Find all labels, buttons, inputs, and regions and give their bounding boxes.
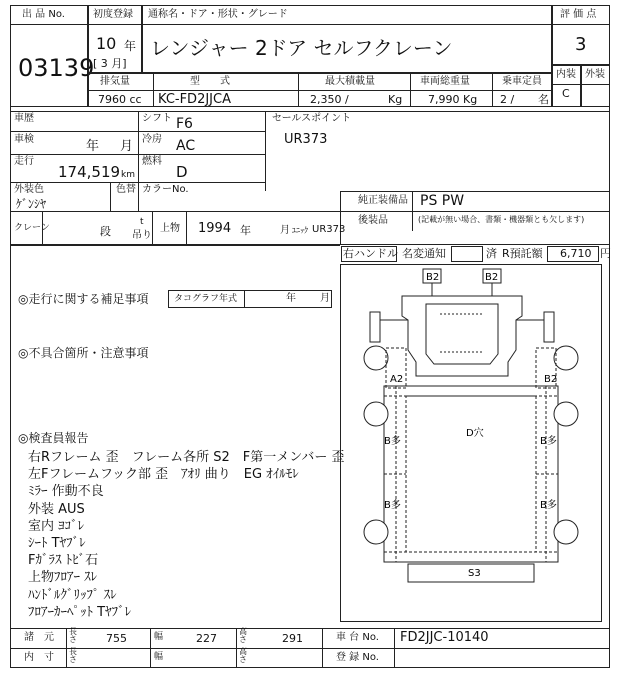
width-value: 227 [196,632,217,645]
inspection-month-unit: 月 [120,139,134,154]
mileage-value: 174,519 [58,163,121,181]
tachograph-label: タコグラフ年式 [174,294,238,304]
color-value: ｹﾞﾝｼﾔ [16,197,47,211]
ac-value: AC [176,138,196,154]
gross-weight-value: 7,990 Kg [428,93,478,106]
equipment-label: 純正装備品 [358,195,408,206]
recycle-amount: 6,710 [560,247,592,260]
name-change-label: 名変通知 [402,247,446,260]
reg-year: 10 [96,34,117,53]
capacity-unit: 名 [538,93,549,106]
color-label: 外装色 [14,184,44,195]
equipment-value: PS PW [420,193,465,209]
damage-s3-rear: S3 [468,568,481,579]
mileage-label: 走行 [14,156,34,167]
report-line: ﾐﾗｰ 作動不良 [28,484,104,500]
inspection-label: 車検 [14,134,34,145]
name-change-suffix: 済 [486,247,497,260]
retrofit-label: 後装品 [358,215,388,226]
lot-no-value: 03139 [18,54,95,82]
type-label: 型 式 [190,76,230,87]
lot-no-label: 出 品 No. [22,9,65,20]
interior-grade: C [562,87,570,100]
shift-value: F6 [176,116,193,132]
damage-b-left-1: B多 [384,436,401,447]
color-code-label: カラーNo. [142,184,189,195]
first-reg-label: 初度登録 [93,9,133,20]
interior-height-label: 高さ [239,647,247,664]
report-line: Fｶﾞﾗｽ ﾄﾋﾞ石 [28,553,99,569]
color-change-label: 色替 [116,184,136,195]
height-value: 291 [282,632,303,645]
body-unit-label: ﾕﾆｯｸ [292,226,308,235]
recycle-unit: 円 [600,247,611,260]
length-value: 755 [106,632,127,645]
chassis-value: FD2JJC-10140 [400,630,489,645]
rhd-label: 右ハンドル [343,247,398,260]
wheel-mid-left [364,402,388,426]
reg-month: [ 3 月] [93,57,127,70]
damage-b2-front-left: B2 [426,272,440,283]
report-line: 室内 ﾖｺﾞﾚ [28,518,85,534]
height-label: 高さ [239,627,247,644]
wheel-rear-right [554,520,578,544]
ac-label: 冷房 [142,134,162,145]
length-label: 長さ [69,627,77,644]
crane-ton: t [140,217,144,227]
damage-d-center: D穴 [466,428,484,439]
reg-year-unit: 年 [124,39,137,53]
inspector-report-heading: ◎検査員報告 [18,431,89,445]
body-label: 上物 [160,223,180,234]
wheel-mid-right [554,402,578,426]
shift-label: シフト [142,113,172,124]
history-label: 車歴 [14,113,34,124]
name-change-box [451,246,483,262]
body-year-unit: 年 [240,224,251,237]
mileage-unit: km [121,170,135,180]
retrofit-note: (記載が無い場合、書類・機器類とも欠します) [418,215,585,224]
report-line: ﾊﾝﾄﾞﾙｸﾞﾘｯﾌﾟ ｽﾚ [28,587,117,603]
wheel-front-right [554,346,578,370]
displacement-label: 排気量 [100,76,130,87]
body-year: 1994 [198,221,232,236]
vehicle-diagram [340,264,602,622]
report-line: ｼｰﾄ Tﾔﾌﾞﾚ [28,536,86,551]
exterior-label: 外装 [585,69,605,80]
capacity-label: 乗車定員 [502,76,542,87]
report-line: ﾌﾛｱｰｶｰﾍﾟｯﾄ Tﾔﾌﾞﾚ [28,604,132,620]
report-line: 右Rフレーム 歪 フレーム各所 S2 F第一メンバー 歪 [28,450,345,465]
damage-b-right-2: B多 [540,500,557,511]
chassis-label: 車 台 No. [336,632,379,643]
interior-width-label: 幅 [154,652,164,662]
tachograph-year: 年 [286,293,296,304]
fuel-value: D [176,163,188,181]
model-label: 通称名・ドア・形状・グレード [148,9,288,20]
max-load-unit: Kg [388,93,403,106]
crane-stage: 段 [100,225,111,238]
max-load-value: 2,350 / [310,93,349,106]
recycle-label: R預託額 [502,247,543,260]
windshield [426,304,498,364]
report-line: 上物ﾌﾛｱｰ ｽﾚ [28,570,98,586]
body-month-unit: 月 [280,225,290,236]
damage-b-left-2: B多 [384,500,401,511]
damage-a2-left: A2 [390,374,404,385]
car-name: レンジャー 2ドア セルフクレーン [150,36,453,60]
score-value: 3 [575,34,587,55]
crane-label: クレーン [14,223,50,233]
cargo-bed [384,386,558,562]
interior-length-label: 長さ [69,647,77,664]
score-label: 評 価 点 [560,9,597,20]
width-label: 幅 [154,632,164,642]
driving-remarks-heading: ◎走行に関する補足事項 [18,292,149,306]
fuel-label: 燃料 [142,156,162,167]
report-line: 外装 AUS [28,501,85,517]
max-load-label: 最大積載量 [325,76,375,87]
damage-b2-front-right: B2 [485,272,499,283]
crane-lift: 吊り [132,230,152,241]
displacement-value: 7960 cc [98,93,142,106]
tachograph-month: 月 [320,293,330,304]
sales-point-label: セールスポイント [272,113,352,124]
interior-label: 内装 [556,69,576,80]
sales-point-value: UR373 [284,132,328,147]
capacity-value: 2 / [500,93,515,106]
gross-weight-label: 車両総重量 [420,76,470,87]
wheel-front-left [364,346,388,370]
body-unit-model: UR373 [312,224,346,235]
inspection-year-unit: 年 [86,139,100,154]
dims-label: 諸 元 [24,632,54,643]
damage-b-right-1: B多 [540,436,557,447]
report-line: 左Fフレームフック部 歪 ｱｵﾘ 曲り EG ｵｲﾙﾓﾚ [28,467,299,483]
defects-heading: ◎不具合箇所・注意事項 [18,346,149,360]
type-value: KC-FD2JJCA [158,92,231,107]
wheel-rear-left [364,520,388,544]
reg-no-label: 登 録 No. [336,652,379,663]
damage-b2-right: B2 [544,374,558,385]
interior-dims-label: 内 寸 [24,652,54,663]
